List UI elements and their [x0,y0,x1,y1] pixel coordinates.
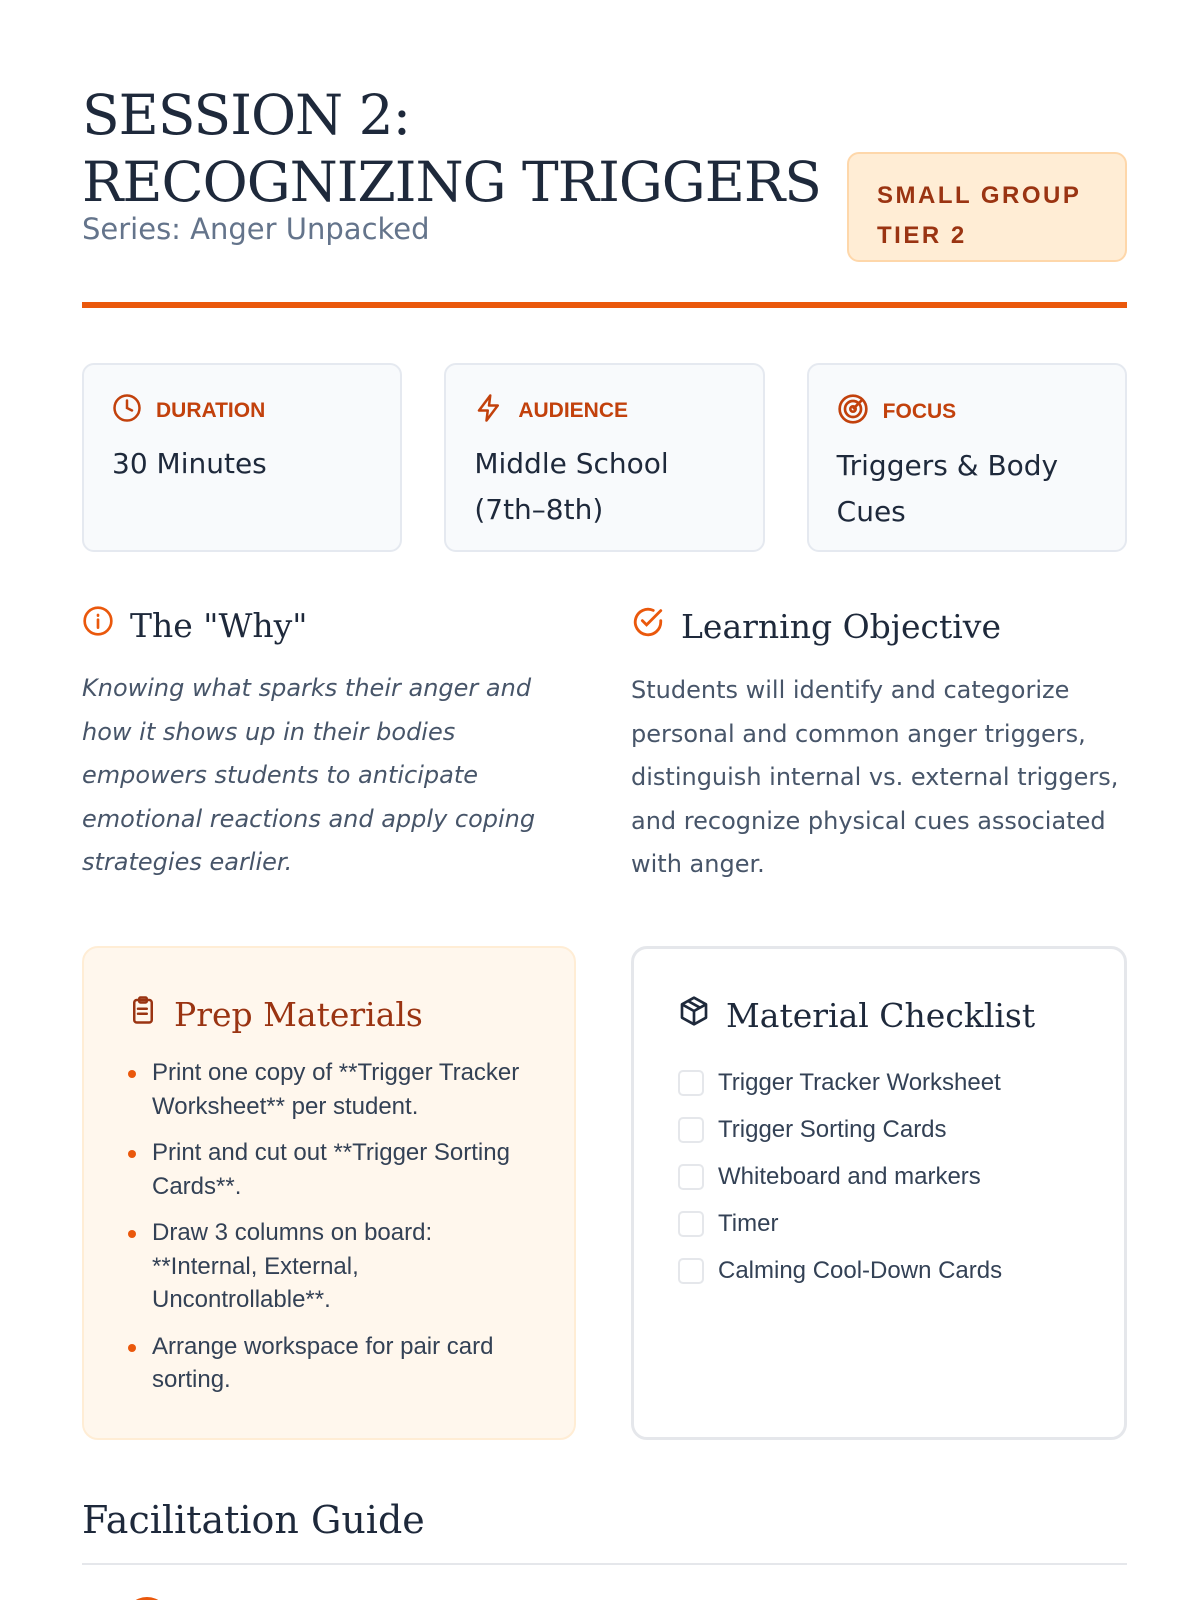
objective-heading: Learning Objective [681,606,1001,646]
prep-materials-box [82,946,576,1440]
objective-text: Students will identify and categorize personal and common anger triggers, distinguish internal vs. external triggers, and recognize physical cues associated with anger. [631,676,1119,878]
checklist-item[interactable] [678,1200,1080,1247]
audience-card [444,363,764,552]
checkbox[interactable] [678,1211,704,1237]
why-text: Knowing what sparks their anger and how it shows up in their bodies empowers students to anticipate emotional reactions and apply coping strategies earlier. [82,674,536,876]
duration-card [82,363,402,552]
page-title: SESSION 2: RECOGNIZING TRIGGERS [82,83,821,214]
checklist-label: Whiteboard and markers [718,1162,981,1190]
checklist-item[interactable] [678,1059,1080,1106]
checklist-heading: Material Checklist [726,995,1036,1035]
header-divider [82,302,1127,308]
check-circle-icon [631,605,665,647]
badge-line-1: SMALL GROUP [877,182,1082,209]
lightning-icon [474,393,504,429]
prep-item: Print one copy of **Trigger Tracker Worksheet** per student. [128,1056,530,1123]
info-cards [82,363,1127,552]
card-label: AUDIENCE [518,399,629,422]
clock-icon [112,393,142,429]
session-header [82,82,1127,249]
target-icon [837,393,869,431]
prep-heading: Prep Materials [174,994,423,1034]
info-icon [82,605,114,645]
checklist-label: Calming Cool-Down Cards [718,1256,1003,1284]
checkbox[interactable] [678,1164,704,1190]
material-checklist-box [631,946,1127,1440]
checkbox[interactable] [678,1070,704,1096]
checklist-item[interactable] [678,1106,1080,1153]
checkbox[interactable] [678,1117,704,1143]
prep-item: Print and cut out **Trigger Sorting Cards**. [128,1136,530,1203]
why-heading: The "Why" [130,605,308,645]
package-icon [678,995,710,1035]
prep-item: Draw 3 columns on board: **Internal, External, Uncontrollable**. [128,1216,530,1317]
tier-badge [847,152,1127,262]
checklist-label: Timer [718,1209,779,1237]
checklist-item[interactable] [678,1247,1080,1294]
focus-card [807,363,1127,552]
checkbox[interactable] [678,1258,704,1284]
card-value: 30 Minutes [112,447,267,480]
clipboard-icon [128,994,158,1034]
objective-section [631,605,1121,887]
series-subtitle: Series: Anger Unpacked [82,212,430,246]
card-label: DURATION [156,399,266,422]
checklist-label: Trigger Sorting Cards [718,1115,947,1143]
why-section [82,605,572,885]
checklist-label: Trigger Tracker Worksheet [718,1068,1001,1096]
checklist-item[interactable] [678,1153,1080,1200]
card-value: Triggers & Body Cues [836,449,1059,528]
card-label: FOCUS [882,400,957,423]
facilitation-divider [82,1563,1127,1565]
badge-line-2: TIER 2 [877,222,967,249]
prep-item: Arrange workspace for pair card sorting. [128,1330,530,1397]
facilitation-heading: Facilitation Guide [82,1498,425,1542]
card-value: Middle School (7th–8th) [474,447,669,526]
